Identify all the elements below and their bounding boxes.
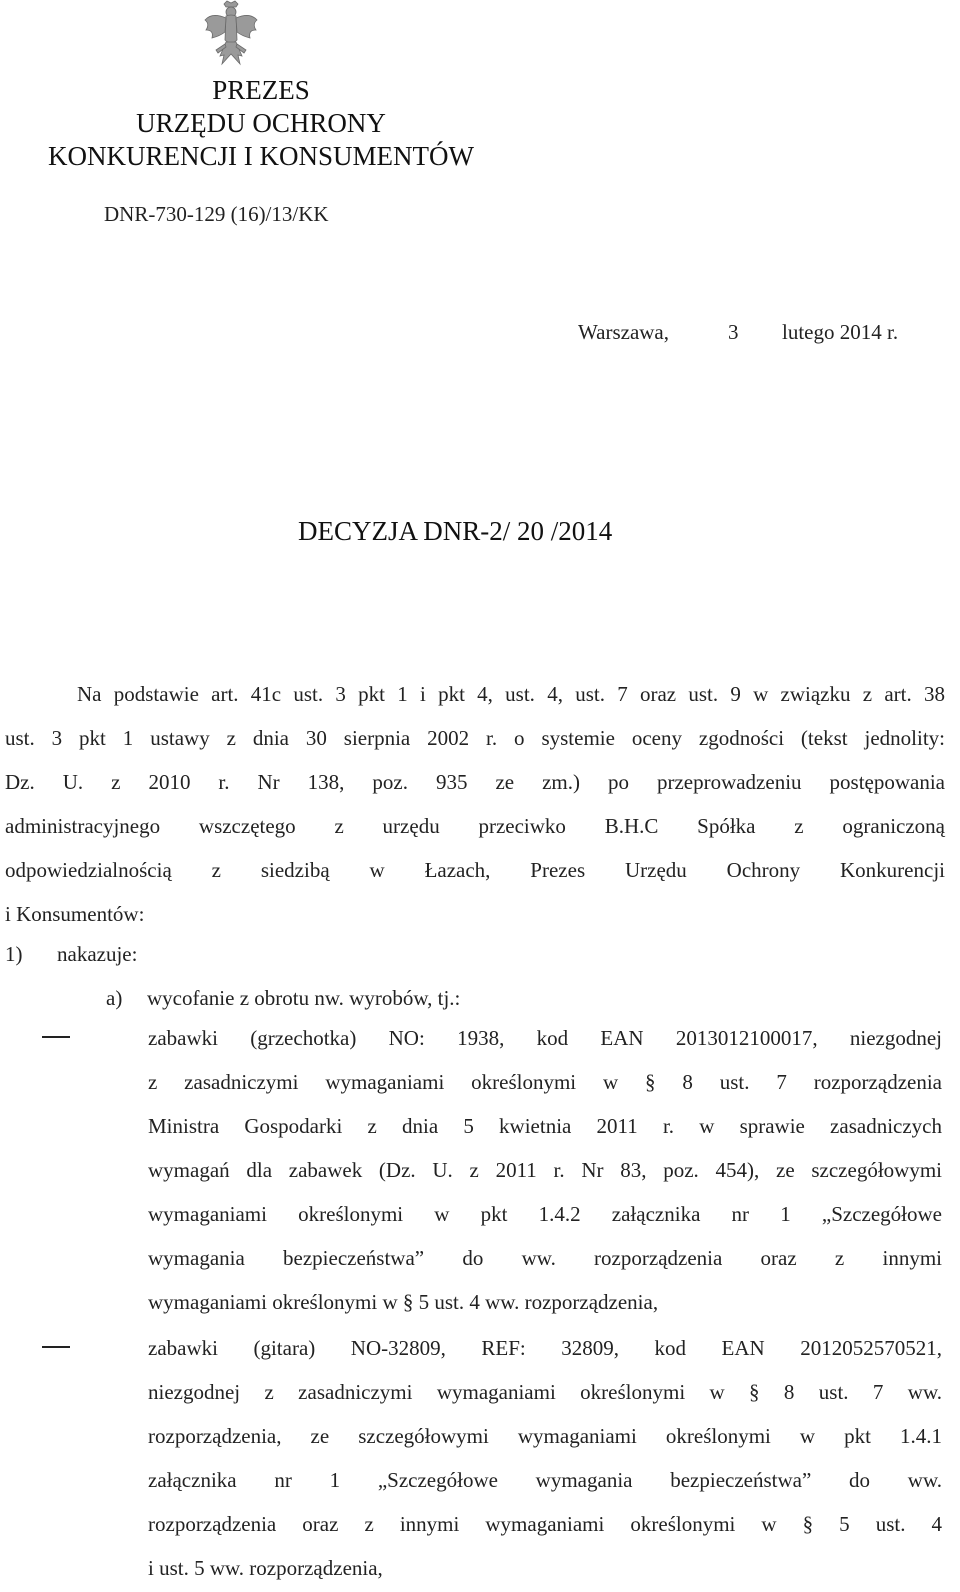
bullet-dash-icon xyxy=(42,1036,70,1038)
point-1-text: nakazuje: xyxy=(57,942,138,966)
item-line: wymagania bezpieczeństwa” do ww. rozporządzenia oraz z innymi xyxy=(148,1246,942,1270)
intro-line: Dz. U. z 2010 r. Nr 138, poz. 935 ze zm.) po przeprowadzeniu postępowania xyxy=(5,770,945,794)
authority-name xyxy=(0,74,522,173)
point-1 xyxy=(5,942,137,967)
intro-paragraph xyxy=(5,672,945,936)
point-1-number: 1) xyxy=(5,942,23,966)
item-line: zabawki (gitara) NO-32809, REF: 32809, kod EAN 2012052570521, xyxy=(148,1336,942,1360)
point-a-text: wycofanie z obrotu nw. wyrobów, tj.: xyxy=(147,986,461,1010)
item-line: załącznika nr 1 „Szczegółowe wymagania bezpieczeństwa” do ww. xyxy=(148,1468,942,1492)
eagle-emblem-icon xyxy=(202,0,260,72)
authority-line: PREZES xyxy=(212,75,310,105)
point-a-number: a) xyxy=(106,986,123,1010)
date-month-year: lutego 2014 r. xyxy=(782,320,899,344)
item-line: rozporządzenia oraz z innymi wymaganiami określonymi w § 5 ust. 4 xyxy=(148,1512,942,1536)
intro-line: i Konsumentów: xyxy=(5,902,145,926)
date-line xyxy=(578,320,898,345)
intro-line: Na podstawie art. 41c ust. 3 pkt 1 i pkt 4, ust. 4, ust. 7 oraz ust. 9 w związku z art. 38 xyxy=(77,682,945,706)
case-reference: DNR-730-129 (16)/13/KK xyxy=(104,202,329,226)
point-a xyxy=(106,986,460,1011)
authority-line: KONKURENCJI I KONSUMENTÓW xyxy=(48,141,474,171)
item-line: wymaganiami określonymi w pkt 1.4.2 załącznika nr 1 „Szczegółowe xyxy=(148,1202,942,1226)
authority-line: URZĘDU OCHRONY xyxy=(136,108,386,138)
date-city: Warszawa, xyxy=(578,320,670,344)
list-item-guitar xyxy=(148,1326,942,1590)
item-line: Ministra Gospodarki z dnia 5 kwietnia 2011 r. w sprawie zasadniczych xyxy=(148,1114,942,1138)
item-line: wymagań dla zabawek (Dz. U. z 2011 r. Nr 83, poz. 454), ze szczegółowymi xyxy=(148,1158,942,1182)
list-item-rattle xyxy=(148,1016,942,1324)
item-line: wymaganiami określonymi w § 5 ust. 4 ww. rozporządzenia, xyxy=(148,1290,659,1314)
item-line: z zasadniczymi wymaganiami określonymi w § 8 ust. 7 rozporządzenia xyxy=(148,1070,942,1094)
intro-line: odpowiedzialnością z siedzibą w Łazach, Prezes Urzędu Ochrony Konkurencji xyxy=(5,858,945,882)
date-day: 3 xyxy=(728,320,739,344)
bullet-dash-icon xyxy=(42,1346,70,1348)
item-line: i ust. 5 ww. rozporządzenia, xyxy=(148,1556,383,1580)
intro-line: ust. 3 pkt 1 ustawy z dnia 30 sierpnia 2002 r. o systemie oceny zgodności (tekst jednolity: xyxy=(5,726,945,750)
intro-line: administracyjnego wszczętego z urzędu przeciwko B.H.C Spółka z ograniczoną xyxy=(5,814,945,838)
item-line: rozporządzenia, ze szczegółowymi wymaganiami określonymi w pkt 1.4.1 xyxy=(148,1424,942,1448)
item-line: niezgodnej z zasadniczymi wymaganiami określonymi w § 8 ust. 7 ww. xyxy=(148,1380,942,1404)
decision-title: DECYZJA DNR-2/ 20 /2014 xyxy=(298,516,613,546)
item-line: zabawki (grzechotka) NO: 1938, kod EAN 2013012100017, niezgodnej xyxy=(148,1026,942,1050)
